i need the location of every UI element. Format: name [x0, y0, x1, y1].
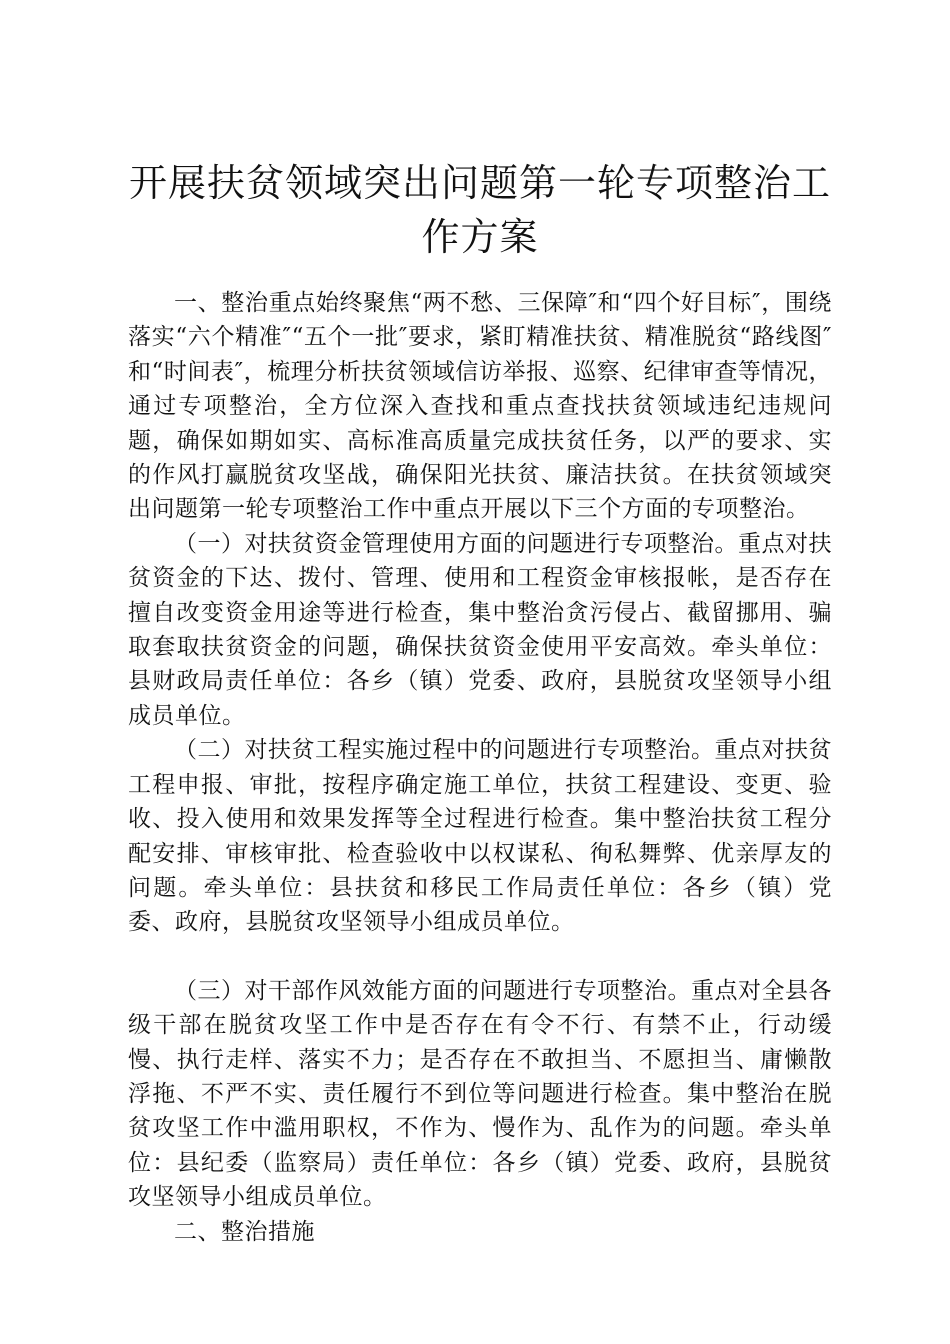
document-title: 开展扶贫领域突出问题第一轮专项整治工作方案: [128, 161, 831, 259]
item-one-paragraph: （一）对扶贫资金管理使用方面的问题进行专项整治。重点对扶贫资金的下达、拨付、管理、使用和工程资金审核报帐，是否存在擅自改变资金用途等进行检查，集中整治贪污侵占、截留挪用、骗取套取扶贫资金的问题，确保扶贫资金使用平安高效。牵头单位：县财政局责任单位：各乡（镇）党委、政府，县脱贫攻坚领导小组成员单位。: [128, 530, 832, 729]
section-two-heading: 二、整治措施: [174, 1218, 315, 1245]
document-body: [128, 286, 832, 1249]
item-three-paragraph: （三）对干部作风效能方面的问题进行专项整治。重点对全县各级干部在脱贫攻坚工作中是否存在有令不行、有禁不止，行动缓慢、执行走样、落实不力；是否存在不敢担当、不愿担当、庸懒散浮拖、不严不实、责任履行不到位等问题进行检查。集中整治在脱贫攻坚工作中滥用职权，不作为、慢作为、乱作为的问题。牵头单位：县纪委（监察局）责任单位：各乡（镇）党委、政府，县脱贫攻坚领导小组成员单位。: [128, 977, 832, 1211]
item-two-paragraph: （二）对扶贫工程实施过程中的问题进行专项整治。重点对扶贫工程申报、审批，按程序确定施工单位，扶贫工程建设、变更、验收、投入使用和效果发挥等全过程进行检查。集中整治扶贫工程分配安排、审核审批、检查验收中以权谋私、徇私舞弊、优亲厚友的问题。牵头单位：县扶贫和移民工作局责任单位：各乡（镇）党委、政府，县脱贫攻坚领导小组成员单位。: [128, 737, 832, 936]
paragraph-spacer: [128, 940, 832, 974]
section-one-paragraph: 一、整治重点始终聚焦“两不愁、三保障″和“四个好目标″，围绕落实“六个精准″“五个一批″要求，紧盯精准扶贫、精准脱贫“路线图″和“时间表″，梳理分析扶贫领域信访举报、巡察、纪律审查等情况，通过专项整治，全方位深入查找和重点查找扶贫领域违纪违规问题，确保如期如实、高标准高质量完成扶贫任务，以严的要求、实的作风打赢脱贫攻坚战，确保阳光扶贫、廉洁扶贫。在扶贫领域突出问题第一轮专项整治工作中重点开展以下三个方面的专项整治。: [128, 290, 832, 523]
